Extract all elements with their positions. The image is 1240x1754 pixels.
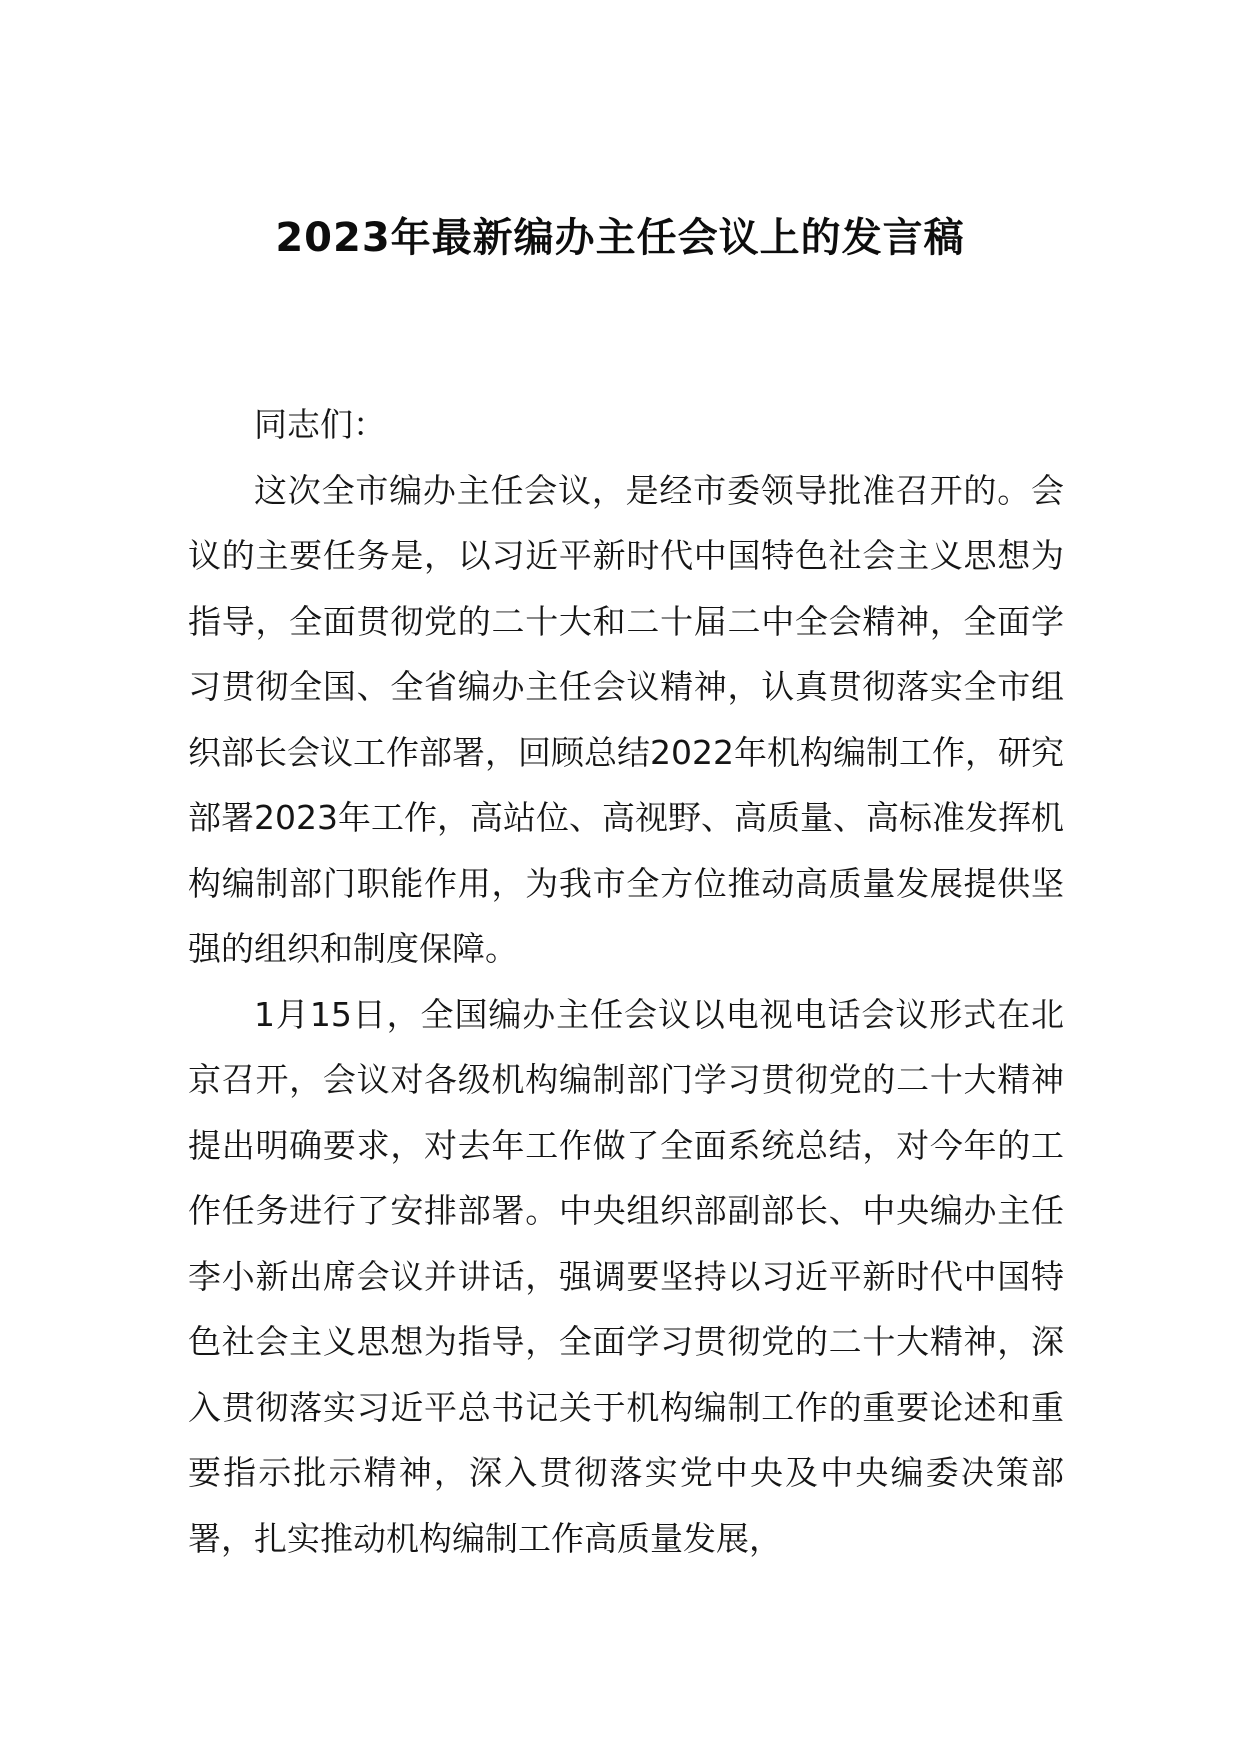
- salutation: 同志们：: [254, 405, 386, 444]
- paragraph-2: 1月15日，全国编办主任会议以电视电话会议形式在北京召开，会议对各级机构编制部门学习贯彻党的二十大精神提出明确要求，对去年工作做了全面系统总结，对今年的工作任务进行了安排部署。中央组织部副部长、中央编办主任李小新出席会议并讲话，强调要坚持以习近平新时代中国特色社会主义思想为指导，全面学习贯彻党的二十大精神，深入贯彻落实习近平总书记关于机构编制工作的重要论述和重要指示批示精神，深入贯彻落实党中央及中央编委决策部署，扎实推动机构编制工作高质量发展，: [188, 994, 1064, 1558]
- document-body: [188, 392, 1064, 1571]
- paragraph-1: 这次全市编办主任会议，是经市委领导批准召开的。会议的主要任务是，以习近平新时代中国特色社会主义思想为指导，全面贯彻党的二十大和二十届二中全会精神，全面学习贯彻全国、全省编办主任会议精神，认真贯彻落实全市组织部长会议工作部署，回顾总结2022年机构编制工作，研究部署2023年工作，高站位、高视野、高质量、高标准发挥机构编制部门职能作用，为我市全方位推动高质量发展提供坚强的组织和制度保障。: [188, 470, 1064, 968]
- document-title: 2023年最新编办主任会议上的发言稿: [275, 215, 965, 261]
